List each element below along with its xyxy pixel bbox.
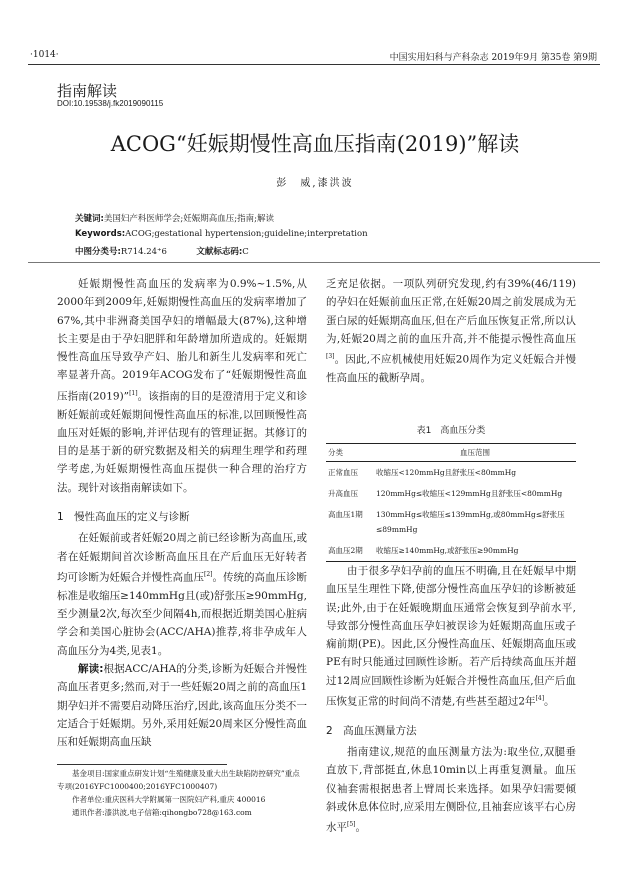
interpretation-label: 解读: [78, 662, 104, 675]
section-tag: 指南解读 [57, 82, 118, 100]
keywords-en-label: Keywords: [75, 229, 126, 239]
footnote-rule [57, 764, 227, 765]
p2-text-b: 。 [544, 695, 555, 708]
citation: [5] [347, 821, 356, 829]
section-2-heading: 2 高血压测量方法 [326, 724, 417, 737]
intro-text-b: 。该指南的目的是澄清用于定义和诊断妊娠前或妊娠期间慢性高血压的标准,以回顾慢性高血压对妊娠的影响,并评估现有的管理证据。其修订的目的是基于新的研究数据及相关的病理生理学和药理学考虑,为妊娠期慢性高血压提供一种合理的治疗方法。现针对该指南解读如下。 [57, 390, 307, 494]
citation: [4] [535, 695, 545, 703]
column-right-lower [326, 562, 576, 837]
s1-p1-text: 在妊娠前或者妊娠20周之前已经诊断为高血压,或者在妊娠期间首次诊断高血压且在产后血压无好转者均可诊断为妊娠合并慢性高血压 [57, 532, 307, 584]
footnotes [57, 767, 307, 819]
header-rule [28, 64, 600, 65]
doi: DOI:10.19538/j.fk2019090115 [57, 99, 164, 108]
p1-text: 乏充足依据。一项队列研究发现,约有39%(46/119)的孕妇在妊娠前血压正常,在妊娠20周之前发展成为无蛋白尿的妊娠期高血压,但在产后血压恢复正常,所以认为,妊娠20周之前的血压升高,并不能提示慢性高血压 [326, 278, 576, 345]
continued-paragraph [326, 275, 576, 387]
p1-text-b: 。因此,不应机械使用妊娠20周作为定义妊娠合并慢性高血压的截断孕周。 [326, 353, 576, 384]
column-right [326, 275, 576, 387]
citation: [2] [204, 570, 213, 578]
table-row [326, 540, 576, 562]
table-header-range: 血压范围 [374, 444, 576, 462]
keywords-en [75, 229, 368, 239]
affiliation-note: 作者单位:重庆医科大学附属第一医院妇产科,重庆 400016 [72, 795, 266, 804]
citation: [3] [326, 353, 335, 361]
funding-note: 基金项目:国家重点研发计划“生殖健康及重大出生缺陷防控研究”重点专项(2016YFC1000400;2016YFC1000407) [57, 769, 300, 791]
section-2-paragraph-1 [326, 743, 576, 837]
page-number: ·1014· [30, 50, 59, 60]
journal-header: 中国实用妇科与产科杂志 2019年9月 第35卷 第9期 [389, 53, 597, 63]
table-row [326, 483, 576, 504]
keywords-cn [75, 212, 274, 224]
section-1-paragraph-1 [57, 529, 307, 660]
clc-label: 中图分类号: [75, 247, 121, 257]
doc-code-label: 文献标志码: [196, 247, 243, 257]
hypertension-table [326, 443, 576, 562]
classification [75, 245, 249, 257]
table-row [326, 462, 576, 484]
p2-text: 由于很多孕妇孕前的血压不明确,且在妊娠早中期血压呈生理性下降,使部分慢性高血压孕妇的诊断被延误;此外,由于在妊娠晚期血压通常会恢复到孕前水平,导致部分慢性高血压孕妇被误诊为妊娠期高血压或子痫前期(PE)。因此,区分慢性高血压、妊娠期高血压或PE有时只能通过回顾性诊断。若产后持续高血压并超过12周应回顾性诊断为妊娠合并慢性高血压,但产后血压恢复正常的时间尚不清楚,有些甚至超过2年 [326, 565, 576, 708]
s1-p1-text-b: 。传统的高血压诊断标准是收缩压≥140mmHg且(或)舒张压≥90mmHg,至少测量2次,每次至少间隔4h,而根据近期美国心脏病学会和美国心脏协会(ACC/AHA)推荐,将非孕成年人高血压分为4类,见表1。 [57, 571, 307, 657]
intro-paragraph [57, 275, 307, 497]
paragraph-2 [326, 562, 576, 711]
keywords-cn-label: 关键词: [75, 214, 104, 224]
article-title: ACOG“妊娠期慢性高血压指南(2019)”解读 [110, 132, 520, 156]
citation: [1] [129, 389, 138, 397]
table-cell-range: 收缩压<120mmHg且舒张压<80mmHg [376, 468, 517, 477]
s2-p1-text: 指南建议,规范的血压测量方法为:取坐位,双腿垂直放下,背部挺直,休息10min以上再重复测量。血压仪袖套需根据患者上臂周长来选择。如果孕妇需要倾斜或休息体位时,应采用左侧卧位,且袖套应该平右心房水平 [326, 746, 576, 834]
table-cell-category: 高血压2期 [326, 540, 374, 562]
table-header-category: 分类 [326, 444, 374, 462]
s1-p2-text: 根据ACC/AHA的分类,诊断为妊娠合并慢性高血压者更多;然而,对于一些妊娠20周之前的高血压1期孕妇并不需要启动降压治疗,因此,该高血压分类不一定适合于妊娠期。另外,采用妊娠20周来区分慢性高血压和妊娠期高血压缺 [57, 662, 307, 749]
table-cell-range: 130mmHg≤收缩压≤139mmHg,或80mmHg≤舒张压≤89mmHg [376, 510, 565, 534]
meta-rule [28, 262, 600, 263]
clc-value: R714.24⁺6 [120, 247, 167, 257]
table-cell-category: 高血压1期 [328, 510, 363, 519]
intro-text: 妊娠期慢性高血压的发病率为0.9%~1.5%,从2000年到2009年,妊娠期慢性高血压的发病率增加了67%,其中非洲裔美国孕妇的增幅最大(87%),这种增长主要是由于孕妇肥胖和年龄增加所造成的。妊娠期慢性高血压导致孕产妇、胎儿和新生儿发病率和死亡率显著升高。2019年ACOG发布了“妊娠期慢性高血压指南(2019)” [57, 278, 307, 403]
column-left [57, 275, 307, 751]
table-cell-category: 升高血压 [328, 489, 358, 498]
table-cell-range: 收缩压≥140mmHg,或舒张压≥90mmHg [374, 540, 576, 562]
section-1-heading: 1 慢性高血压的定义与诊断 [57, 511, 190, 524]
table-row [326, 504, 576, 540]
s2-p1-text-b: 。 [355, 821, 366, 834]
table-caption: 表1 高血压分类 [416, 426, 486, 436]
table-cell-category: 正常血压 [328, 468, 358, 477]
section-1-paragraph-2 [57, 660, 307, 751]
doc-code-value: C [242, 247, 249, 257]
keywords-cn-text: 美国妇产科医师学会;妊娠期高血压;指南;解读 [103, 214, 274, 224]
table-cell-range: 120mmHg≤收缩压<129mmHg且舒张压<80mmHg [376, 489, 563, 498]
keywords-en-text: ACOG;gestational hypertension;guideline;interpretation [125, 229, 368, 239]
authors: 彭 威,漆洪波 [276, 178, 354, 189]
contact-note: 通讯作者:漆洪波,电子信箱:qihongbo728@163.com [72, 808, 252, 817]
table-header-row [326, 444, 576, 462]
